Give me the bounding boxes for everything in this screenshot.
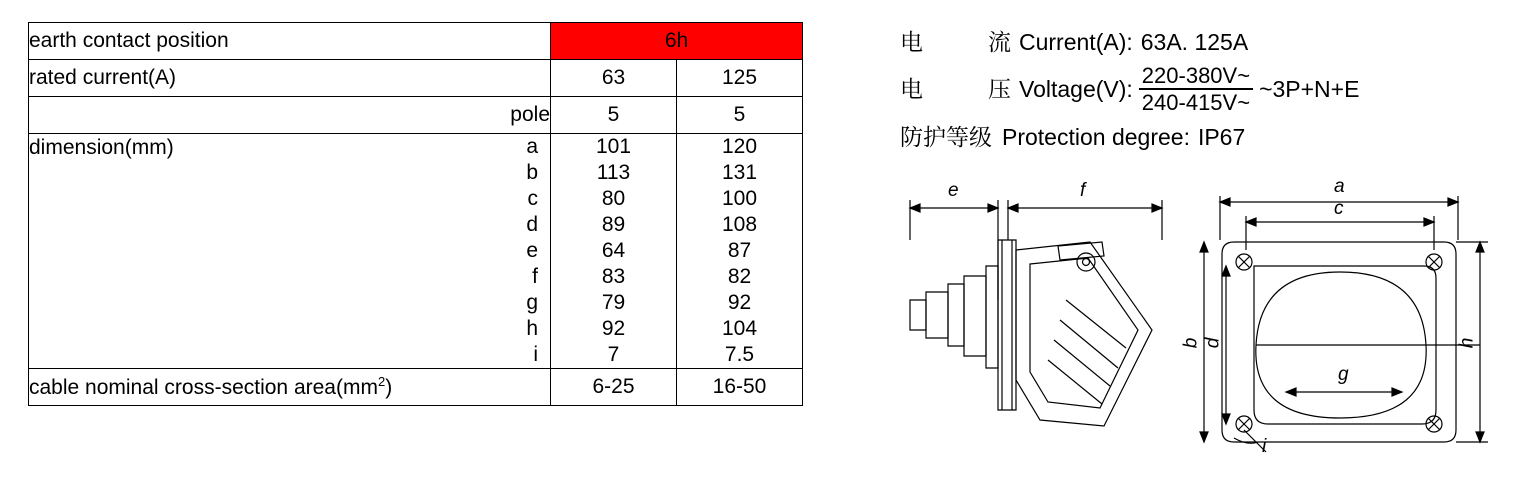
info-line-protection xyxy=(900,123,1500,152)
dimension-value: 7.5 xyxy=(724,343,755,366)
front-view-label-b: b xyxy=(1180,337,1202,349)
table-row-cable xyxy=(29,369,803,406)
dimension-value: 101 xyxy=(595,135,632,158)
side-view-label-f: f xyxy=(1080,180,1086,201)
side-view-drawing xyxy=(890,180,1190,480)
cable-label-sup: 2 xyxy=(377,374,386,389)
dimension-value: 87 xyxy=(727,239,752,262)
front-view-label-c: c xyxy=(1334,198,1344,219)
dimension-letter: a xyxy=(526,135,538,158)
dimension-value: 100 xyxy=(721,187,758,210)
current-cn-char-1: 电 xyxy=(900,29,923,55)
front-view-label-a: a xyxy=(1334,176,1345,197)
earth-contact-label: earth contact position xyxy=(29,23,551,60)
dimension-letter: h xyxy=(526,317,538,340)
dimension-letter: c xyxy=(527,187,538,210)
dimension-value: 79 xyxy=(601,291,626,314)
front-view-label-d: d xyxy=(1202,337,1224,349)
dimension-letter: d xyxy=(526,213,538,236)
info-line-voltage xyxy=(900,63,1500,116)
dimension-letter: i xyxy=(533,343,538,366)
earth-contact-value: 6h xyxy=(551,23,803,60)
cable-label-post: ) xyxy=(385,376,393,399)
current-value: 63A. 125A xyxy=(1140,29,1249,55)
voltage-suffix: ~3P+N+E xyxy=(1259,75,1360,102)
front-view-label-i: i xyxy=(1262,436,1267,457)
info-line-current xyxy=(900,28,1500,57)
dimension-values-63 xyxy=(551,134,677,369)
dimension-value: 113 xyxy=(596,161,631,184)
rated-current-125: 125 xyxy=(677,60,803,97)
dimension-label-cell xyxy=(29,134,551,369)
dimension-values-125 xyxy=(677,134,803,369)
dimension-value: 92 xyxy=(601,317,626,340)
rated-current-label: rated current(A) xyxy=(29,60,551,97)
table-row-earth-contact xyxy=(29,23,803,60)
dimension-value: 108 xyxy=(721,213,758,236)
dimension-value: 120 xyxy=(721,135,758,158)
protection-label: Protection degree: xyxy=(1002,124,1190,151)
front-view-drawing xyxy=(1190,180,1510,480)
current-label: Current(A): xyxy=(1019,29,1133,55)
technical-drawings xyxy=(890,176,1510,490)
cable-value-63: 6-25 xyxy=(551,369,677,406)
voltage-denominator: 240-415V~ xyxy=(1141,90,1251,116)
protection-value: IP67 xyxy=(1197,124,1246,151)
dimension-letter: e xyxy=(526,239,538,262)
dimension-value: 92 xyxy=(727,291,752,314)
voltage-label: Voltage(V): xyxy=(1019,75,1133,102)
table-row-pole xyxy=(29,97,803,134)
dimension-value: 7 xyxy=(607,343,620,366)
specification-table xyxy=(28,22,803,406)
dimension-value: 89 xyxy=(601,213,626,236)
current-cn-char-2: 流 xyxy=(988,29,1011,55)
dimension-value: 80 xyxy=(601,187,626,210)
front-view-label-g: g xyxy=(1338,364,1349,385)
dimension-letter: b xyxy=(526,161,538,184)
cable-label-cell xyxy=(29,369,551,406)
dimension-letter: g xyxy=(526,291,538,314)
front-view-container xyxy=(1180,176,1510,480)
dimension-value: 83 xyxy=(601,265,626,288)
dimension-letters xyxy=(526,134,550,368)
cable-label-pre: cable nominal cross-section area(mm xyxy=(29,376,378,399)
voltage-cn-char-1: 电 xyxy=(900,75,923,102)
dimension-value: 64 xyxy=(601,239,626,262)
side-view-label-e: e xyxy=(948,180,959,201)
voltage-cn-char-2: 压 xyxy=(988,75,1011,102)
pole-label: pole xyxy=(29,97,551,134)
dimension-label: dimension(mm) xyxy=(29,136,174,159)
dimension-value: 104 xyxy=(721,317,758,340)
dimension-value: 131 xyxy=(721,161,758,184)
dimension-value: 82 xyxy=(727,265,752,288)
table-row-dimensions xyxy=(29,134,803,369)
product-info-block xyxy=(900,28,1500,158)
voltage-numerator: 220-380V~ xyxy=(1139,63,1253,90)
front-view-label-h: h xyxy=(1456,337,1478,349)
cable-value-125: 16-50 xyxy=(677,369,803,406)
voltage-fraction xyxy=(1139,63,1253,116)
protection-cn: 防护等级 xyxy=(900,124,992,151)
rated-current-63: 63 xyxy=(551,60,677,97)
pole-value-63: 5 xyxy=(551,97,677,134)
pole-value-125: 5 xyxy=(677,97,803,134)
table-row-rated-current xyxy=(29,60,803,97)
dimension-letter: f xyxy=(532,265,538,288)
